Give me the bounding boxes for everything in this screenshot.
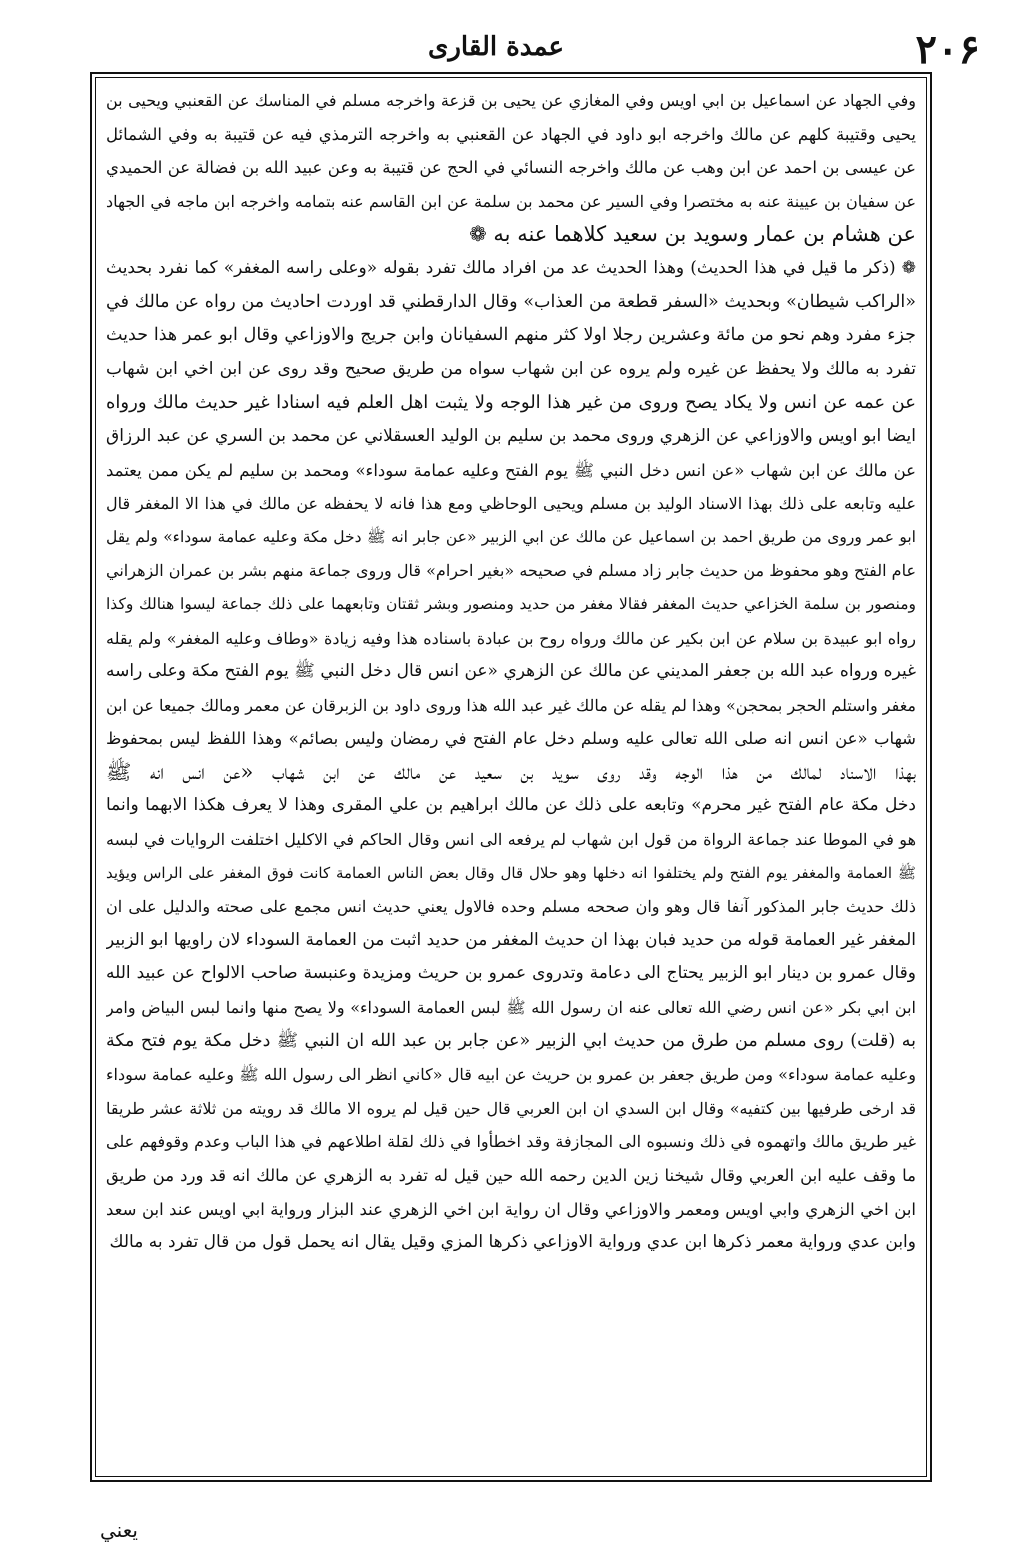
text-line: ايضا ابو اويس والاوزاعي عن الزهري وروى محمد بن سليم بن الوليد العسقلاني عن محمد بن السري عن عبد الرزاق <box>106 425 916 446</box>
running-title: عمدة القاری <box>428 32 564 62</box>
text-line: عن عيسى بن احمد عن ابن وهب عن مالك واخرجه النسائي في الحج عن قتيبة به وعن عبيد الله بن فضالة عن الحميدي <box>106 158 916 178</box>
text-line: عن عمه عن انس ولا يكاد يصح وروى من غير هذا الوجه ولا يثبت اهل العلم فيه اسنادا غير حديث مالك ورواه <box>106 392 916 414</box>
text-line: ذلك حديث جابر المذكور آنفا قال وهو وان صححه مسلم وحده فالاول يعني حديث انس مجمع على صحته والدليل على ان <box>106 897 916 917</box>
text-line: وفي الجهاد عن اسماعيل بن ابي اويس وفي المغازي عن يحيى بن قزعة واخرجه مسلم في المناسك عن القعنبي ويحيى بن <box>106 91 916 110</box>
text-line: وقال عمرو بن دينار ابو الزبير يحتاج الى دعامة وتدروى عمرو بن حريث ومزيدة وعنبسة صاحب الالواح عن عبيد الله <box>106 963 916 984</box>
catchword: يعني <box>100 1518 138 1542</box>
text-line: ابن ابي بكر «عن انس رضي الله تعالى عنه ان رسول الله ﷺ لبس العمامة السوداء» ولا يصح منها وانما لبس البياض وامر <box>106 998 916 1018</box>
text-line: بهذا الاسناد لمالك من هذا الوجه وقد روى سويد بن سعيد عن مالك عن ابن شهاب «عن انس انه ﷺ <box>106 759 916 784</box>
text-line: يحيى وقتيبة كلهم عن مالك واخرجه ابو داود في الجهاد عن القعنبي به واخرجه الترمذي فيه عن قتيبة به وفي الشمائل <box>106 124 916 144</box>
text-line: تفرد به مالك ولا يحفظ عن غيره ولم يروه عن ابن شهاب سواه من طريق صحيح وقد روى عن ابن اخي ابن شهاب <box>106 358 916 379</box>
text-line: جزء مفرد وهم نحو من مائة وعشرين رجلا اولا كثر منهم السفيانان وابن جريج والاوزاعي وقال ابو عمر هذا حديث <box>106 325 916 346</box>
text-line: ابن اخي الزهري وابي اويس ومعمر والاوزاعي وقال ان رواية ابن اخي الزهري عند البزار ورواية ابي اويس عند ابن سعد <box>106 1199 916 1219</box>
text-line: «الراكب شيطان» وبحديث «السفر قطعة من العذاب» وقال الدارقطني قد اوردت احاديث من رواه عن مالك في <box>106 291 916 312</box>
text-line: ﷺ العمامة والمغفر يوم الفتح ولم يختلفوا انه دخلها وهو حلال قال وقال بعض الناس العمامة كانت فوق المغفر على الراس ويؤيد <box>106 863 916 882</box>
text-line: به (قلت) روى مسلم من طرق من حديث ابي الزبير «عن جابر بن عبد الله ان النبي ﷺ دخل مكة يوم فتح مكة <box>106 1030 916 1051</box>
text-line: ❁ (ذكر ما قيل في هذا الحديث) وهذا الحديث عد من افراد مالك تفرد بقوله «وعلى راسه المغفر» كما نفرد بحديث <box>106 257 916 278</box>
text-line: وعليه عمامة سوداء» ومن طريق جعفر بن عمرو بن حريث عن ابيه قال «كاني انظر الى رسول الله ﷺ وعليه عمامة سوداء <box>106 1065 916 1085</box>
page-number: ۲۰۶ <box>915 26 980 73</box>
text-line: عن مالك عن ابن شهاب «عن انس دخل النبي ﷺ يوم الفتح وعليه عمامة سوداء» ومحمد بن سليم لم يكن ممن يعتمد <box>106 460 916 480</box>
text-line: ما وقف عليه ابن العربي وقال شيخنا زين الدين رحمه الله حين قيل له تفرد به الزهري عن مالك انه قد ورد من طريق <box>106 1166 916 1185</box>
text-line: عليه وتابعه على ذلك بهذا الاسناد الوليد بن مسلم ويحيى الوحاظي ومع هذا فانه لا يحفظه عن مالك في هذا الا المغفر قال <box>106 494 916 514</box>
text-line: دخل مكة عام الفتح غير محرم» وتابعه على ذلك عن مالك ابراهيم بن علي المقرى وهذا لا يعرف هكذا الابهما وانما <box>106 795 916 816</box>
text-line: وابن عدي ورواية معمر ذكرها ابن عدي ورواية الاوزاعي ذكرها المزي وقيل يقال انه يحمل قول من قال تفرد به مالك <box>109 1232 916 1253</box>
page-header <box>90 26 980 78</box>
text-line: هو في الموطا عند جماعة الرواة من قول ابن شهاب لم يرفعه الى انس وقال الحاكم في الاكليل اختلفت الروايات في لبسه <box>106 830 916 850</box>
text-line: رواه ابو عبيدة بن سلام عن ابن بكير عن مالك ورواه روح بن عبادة باسناده هذا وفيه زيادة «وطاف وعليه المغفر» ولم يقله <box>106 628 916 648</box>
text-line: شهاب «عن انس انه صلى الله تعالى عليه وسلم دخل عام الفتح في رمضان وليس بصائم» وهذا اللفظ ليس بمحفوظ <box>106 729 916 749</box>
body-text <box>106 84 916 1474</box>
text-line: غير طريق مالك واتهموه في ذلك ونسبوه الى المجازفة وقد اخطأوا في ذلك لقلة اطلاعهم في هذا الباب وعدم وقوفهم على <box>106 1132 916 1152</box>
text-line: قد ارخى طرفيها بين كتفيه» وقال ابن السدي ان ابن العربي قال حين قيل لم يروه الا مالك قد رويته من ثلاثة عشر طريقا <box>106 1098 916 1118</box>
text-line: ابو عمر وروى من طريق احمد بن اسماعيل عن مالك عن ابي الزبير «عن جابر انه ﷺ دخل مكة وعليه عمامة سوداء» ولم يقل <box>106 527 916 546</box>
text-line: مغفر واستلم الحجر بمحجن» وهذا لم يقله عن مالك غير عبد الله هذا وروى داود بن الزبرقان عن معمر ومالك جميعا عن ابن <box>106 695 916 715</box>
text-line: غيره ورواه عبد الله بن جعفر المديني عن مالك عن الزهري «عن انس قال دخل النبي ﷺ يوم الفتح مكة وعلى راسه <box>106 661 916 682</box>
text-line: عن هشام بن عمار وسويد بن سعيد كلاهما عنه به ❁ <box>469 222 916 247</box>
text-line: المغفر غير العمامة قوله من حديد فبان بهذا ان حديث المغفر من حديد اثبت من العمامة السوداء لان راويها ابو الزبير <box>106 929 916 950</box>
text-line: عام الفتح وهو محفوظ من حديث جابر زاد مسلم في صحيحه «بغير احرام» قال وروى جماعة منهم بشر بن عمران الزهراني <box>106 561 916 581</box>
text-line: عن سفيان بن عيينة عنه به مختصرا وفي السير عن محمد بن سلمة عن ابن القاسم عنه بتمامه واخرجه ابن ماجه في الجهاد <box>106 191 916 211</box>
text-line: ومنصور بن سلمة الخزاعي حديث المغفر فقالا مغفر من حديد ومنصور وبشر ثقتان وتابعهما على ذلك جماعة ليسوا هنالك وكذا <box>106 594 916 613</box>
